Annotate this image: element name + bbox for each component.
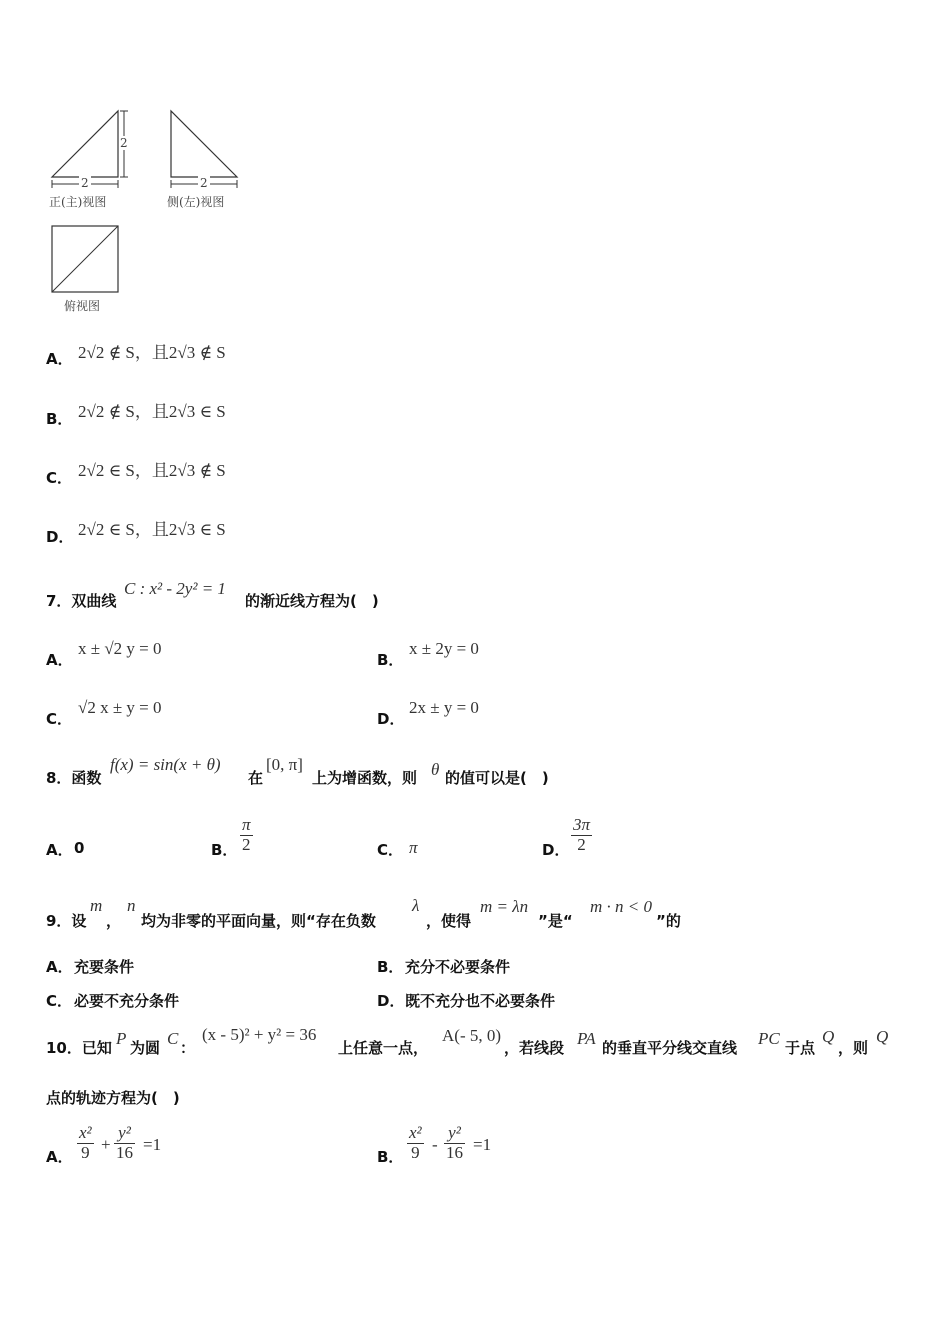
option-text: 2√2 ∉ S，且2√3 ∈ S	[78, 402, 226, 421]
q10-t7: ，则	[838, 1039, 869, 1057]
q7-number: 7．双曲线	[46, 592, 117, 610]
top-view-diagonal	[52, 226, 118, 292]
side-view-caption: 侧(左)视图	[167, 195, 225, 209]
option-label: A．	[46, 841, 73, 859]
option-label: C．	[46, 469, 73, 487]
option-fraction-1	[77, 1124, 94, 1162]
q9-comma: ，	[106, 912, 122, 930]
q10-t1: 为圆	[130, 1039, 161, 1057]
q10-PA: PA	[577, 1029, 596, 1048]
option-text: 2√2 ∈ S，且2√3 ∈ S	[78, 520, 226, 539]
option-label: A．	[46, 350, 73, 368]
option-fraction	[240, 816, 253, 854]
q8-formula: f(x) = sin(x + θ)	[110, 755, 221, 774]
fraction-numerator: x²	[409, 1123, 422, 1142]
q8-theta: θ	[431, 760, 440, 779]
q10-A: A(- 5, 0)	[442, 1026, 502, 1045]
option-label: A．	[46, 958, 73, 976]
fraction-numerator: y²	[114, 1124, 135, 1144]
q9-number: 9．设	[46, 912, 87, 930]
q10-Q2: Q	[876, 1027, 889, 1046]
q9-formula-1: m = λn	[480, 897, 529, 916]
fraction-denominator: 9	[81, 1142, 90, 1162]
front-view-caption: 正(主)视图	[49, 195, 107, 209]
option-label: C．	[46, 992, 73, 1010]
q9-stem2: ，使得	[426, 912, 472, 930]
option-text: π	[409, 838, 418, 857]
option-text: 既不充分也不必要条件	[405, 992, 556, 1010]
q10-t3: 上任意一点，	[338, 1039, 429, 1057]
option-text: x ± 2y = 0	[409, 639, 479, 658]
q8-interval: [0, π]	[266, 755, 303, 774]
q9-formula-2: m · n < 0	[590, 897, 652, 916]
fraction-denominator: 2	[242, 834, 251, 854]
three-views-figure	[40, 105, 260, 320]
q8-number: 8．函数	[46, 769, 102, 787]
option-label: D．	[377, 992, 405, 1010]
q10-P: P	[116, 1029, 127, 1048]
option-fraction	[571, 816, 592, 854]
side-view-width-label: 2	[200, 176, 208, 190]
q9-stem1: 均为非零的平面向量，则“存在负数	[141, 912, 376, 930]
q10-PC: PC	[758, 1029, 780, 1048]
front-view-height-label: 2	[120, 136, 128, 150]
q10-Q: Q	[822, 1027, 835, 1046]
q9-m: m	[90, 896, 103, 915]
fraction-denominator: 16	[116, 1142, 133, 1162]
option-text: x ± √2 y = 0	[78, 639, 162, 658]
option-text: 充要条件	[74, 958, 135, 976]
q10-line2: 点的轨迹方程为( )	[46, 1089, 180, 1107]
q7-stem-end: 的渐近线方程为( )	[245, 592, 379, 610]
q9-stem4: ”的	[656, 912, 681, 930]
fraction-numerator: π	[242, 815, 251, 834]
top-view-caption: 俯视图	[64, 299, 101, 313]
option-fraction-2	[444, 1124, 465, 1162]
option-label: B．	[377, 958, 404, 976]
q8-stem-mid: 上为增函数，则	[312, 769, 418, 787]
option-label: B．	[377, 1148, 404, 1166]
fraction-numerator: y²	[444, 1124, 465, 1144]
option-label: D．	[377, 710, 405, 728]
q7-formula: C : x² - 2y² = 1	[124, 579, 226, 598]
q10-t2: ：	[180, 1039, 196, 1057]
fraction-denominator: 9	[411, 1142, 420, 1162]
fraction-numerator: x²	[79, 1123, 92, 1142]
q9-n: n	[127, 896, 136, 915]
option-label: A．	[46, 651, 73, 669]
option-label: B．	[211, 841, 238, 859]
q10-t6: 于点	[785, 1039, 816, 1057]
option-rhs: =1	[143, 1135, 162, 1154]
option-text: 充分不必要条件	[405, 958, 511, 976]
fraction-numerator: 3π	[573, 815, 591, 834]
q10-t4: ，若线段	[504, 1039, 565, 1057]
option-label: C．	[377, 841, 404, 859]
front-view-triangle	[52, 111, 118, 177]
option-fraction-2	[114, 1124, 135, 1162]
option-label: B．	[46, 410, 73, 428]
q10-number: 10．已知	[46, 1039, 112, 1057]
option-label: D．	[542, 841, 570, 859]
q9-lambda: λ	[412, 896, 420, 915]
option-label: B．	[377, 651, 404, 669]
option-text: 0	[74, 839, 85, 857]
fraction-denominator: 2	[577, 834, 586, 854]
q8-stem-end: 的值可以是( )	[445, 769, 549, 787]
option-text: 2√2 ∉ S，且2√3 ∉ S	[78, 343, 226, 362]
option-label: C．	[46, 710, 73, 728]
q10-t5: 的垂直平分线交直线	[602, 1039, 738, 1057]
option-operator: -	[432, 1135, 438, 1154]
option-text: 必要不充分条件	[74, 992, 180, 1010]
option-text: 2x ± y = 0	[409, 698, 479, 717]
option-text: 2√2 ∈ S，且2√3 ∉ S	[78, 461, 226, 480]
side-view-triangle	[171, 111, 237, 177]
option-text: √2 x ± y = 0	[78, 698, 162, 717]
option-label: A．	[46, 1148, 73, 1166]
option-operator: +	[101, 1135, 111, 1154]
front-view-width-label: 2	[81, 176, 89, 190]
fraction-denominator: 16	[446, 1142, 463, 1162]
q8-in: 在	[248, 769, 264, 787]
option-label: D．	[46, 528, 74, 546]
option-fraction-1	[407, 1124, 424, 1162]
q10-C: C	[167, 1029, 179, 1048]
q10-circle: (x - 5)² + y² = 36	[202, 1025, 317, 1044]
q9-stem3: ”是“	[538, 912, 573, 930]
option-rhs: =1	[473, 1135, 492, 1154]
